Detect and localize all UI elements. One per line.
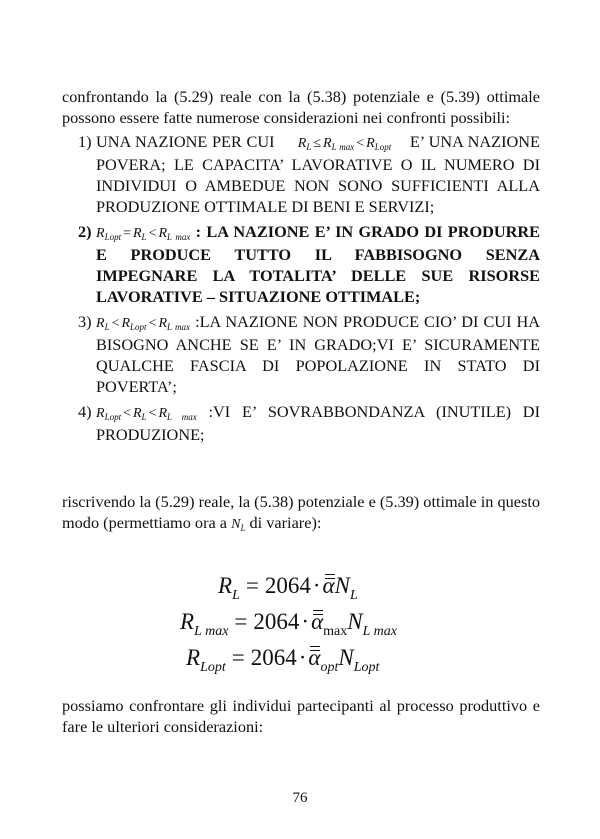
equation-optimal: $R_{Lopt} = 2064\cdot\alpha_{opt}N_{Lopt}$ bbox=[186, 645, 380, 675]
item-number: 4) bbox=[78, 402, 92, 421]
item-prefix: UNA NAZIONE PER CUI bbox=[96, 132, 275, 151]
item-text: E’ UNA NAZIONE POVERA; LE CAPACITA’ LAVORATIVE O IL NUMERO DI INDIVIDUI O AMBEDUE NON SONO SUFFICIENTI ALLA PRODUZIONE OTTIMALE DI BENI E SERVIZI; bbox=[96, 132, 540, 216]
inequality-formula: $R_L \le R_{L max} < R_{Lopt}$ bbox=[297, 136, 392, 152]
equation-potential: $R_{L max} = 2064\cdot\alpha_{max}N_{L max}$ bbox=[180, 609, 397, 639]
inequality-formula: $R_{Lopt} = R_L < R_{L max}$ bbox=[96, 226, 191, 242]
closing-paragraph: possiamo confrontare gli individui partecipanti al processo produttivo e fare le ulteriori considerazioni: bbox=[62, 696, 540, 736]
inequality-formula: $R_{Lopt} < R_L < R_{L max}$ bbox=[96, 406, 197, 422]
list-item bbox=[62, 131, 540, 217]
list-item bbox=[62, 221, 540, 307]
item-number: 2) bbox=[78, 222, 92, 241]
item-number: 3) bbox=[78, 312, 92, 331]
equation-block bbox=[62, 571, 540, 679]
item-text: : LA NAZIONE E’ IN GRADO DI PRODURRE E PRODUCE TUTTO IL FABBISOGNO SENZA IMPEGNARE LA TOTALITA’ DELLE SUE RISORSE LAVORATIVE – SITUAZIONE OTTIMALE; bbox=[96, 222, 541, 306]
variable-nl: $N_L$ bbox=[231, 517, 246, 533]
inequality-formula: $R_L < R_{Lopt} < R_{L max}$ bbox=[96, 316, 191, 332]
equation-real: $R_L = 2064\cdot\alpha N_L$ bbox=[218, 573, 358, 603]
page-body bbox=[62, 86, 540, 753]
intro-paragraph: confrontando la (5.29) reale con la (5.38) potenziale e (5.39) ottimale possono essere fatte numerose considerazioni nei confronti possibili: bbox=[62, 87, 540, 127]
page-number: 76 bbox=[292, 790, 308, 806]
item-number: 1) bbox=[78, 132, 92, 151]
item-text: :LA NAZIONE NON PRODUCE CIO’ DI CUI HA BISOGNO ANCHE SE E’ IN GRADO;VI E’ SICURAMENTE QUALCHE FASCIA DI POPOLAZIONE IN STATO DI POVERTA’; bbox=[96, 312, 541, 396]
list-item bbox=[62, 311, 540, 397]
rewrite-paragraph: riscrivendo la (5.29) reale, la (5.38) potenziale e (5.39) ottimale in questo modo (permettiamo ora a $N_L$ di variare): bbox=[62, 492, 540, 533]
item-text: :VI E’ SOVRABBONDANZA (INUTILE) DI PRODUZIONE; bbox=[96, 402, 540, 444]
considerations-list bbox=[62, 131, 540, 445]
list-item bbox=[62, 401, 540, 445]
